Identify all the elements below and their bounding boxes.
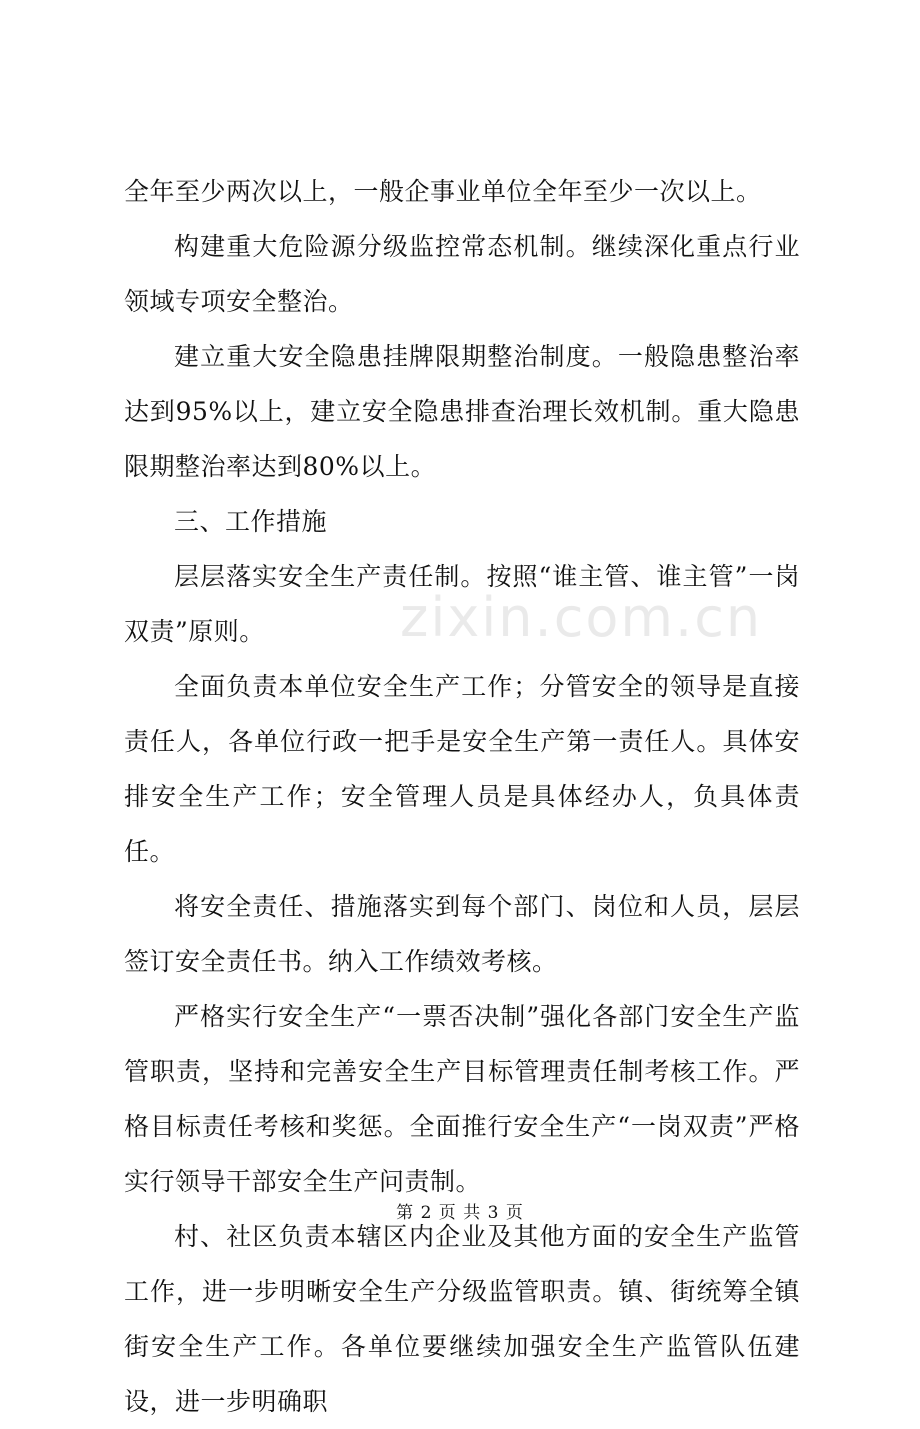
watermark: zixin.com.cn (400, 586, 763, 649)
paragraph-6: 全面负责本单位安全生产工作；分管安全的领导是直接责任人，各单位行政一把手是安全生产第一责任人。具体安排安全生产工作；安全管理人员是具体经办人，负具体责任。 (124, 672, 800, 866)
paragraph-5: 层层落实安全生产责任制。按照“谁主管、谁主管”一岗双责”原则。 (124, 562, 800, 646)
document-body (124, 164, 800, 1429)
page-number-footer: 第 2 页 共 3 页 (396, 1203, 524, 1223)
paragraph-9: 村、社区负责本辖区内企业及其他方面的安全生产监管工作，进一步明晰安全生产分级监管职责。镇、街统筹全镇街安全生产工作。各单位要继续加强安全生产监管队伍建设，进一步明确职 (124, 1222, 800, 1416)
paragraph-3: 建立重大安全隐患挂牌限期整治制度。一般隐患整治率达到95%以上，建立安全隐患排查治理长效机制。重大隐患限期整治率达到80%以上。 (124, 342, 800, 481)
paragraph-1: 全年至少两次以上，一般企事业单位全年至少一次以上。 (124, 177, 762, 206)
paragraph-8: 严格实行安全生产“一票否决制”强化各部门安全生产监管职责，坚持和完善安全生产目标管理责任制考核工作。严格目标责任考核和奖惩。全面推行安全生产“一岗双责”严格实行领导干部安全生产问责制。 (124, 1002, 800, 1196)
paragraph-7: 将安全责任、措施落实到每个部门、岗位和人员，层层签订安全责任书。纳入工作绩效考核。 (124, 892, 800, 976)
section-heading: 三、工作措施 (174, 507, 328, 536)
paragraph-2: 构建重大危险源分级监控常态机制。继续深化重点行业领域专项安全整治。 (124, 232, 800, 316)
